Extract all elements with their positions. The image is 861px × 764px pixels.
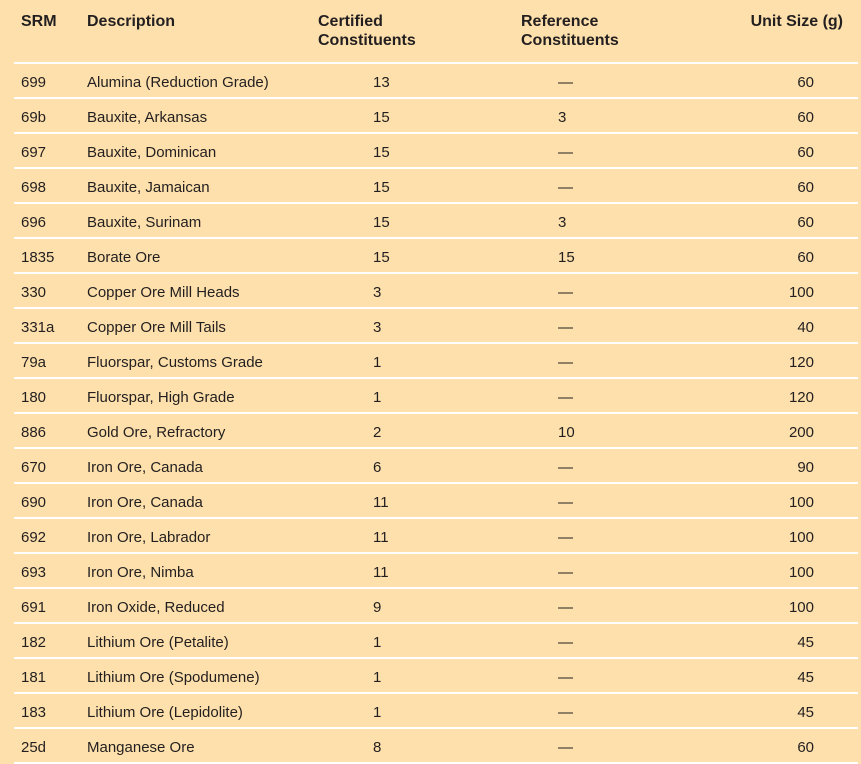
cell-unit-size: 100 (681, 518, 858, 553)
cell-certified: 1 (335, 693, 521, 728)
cell-reference: — (521, 623, 681, 658)
header-reference-constituents (521, 8, 681, 63)
cell-certified: 8 (335, 728, 521, 763)
table-row (14, 413, 858, 448)
header-reference-line2: Constituents (521, 32, 619, 49)
cell-unit-size: 200 (681, 413, 858, 448)
cell-srm: 698 (14, 168, 87, 203)
table-row (14, 308, 858, 343)
cell-reference: — (521, 658, 681, 693)
cell-reference: — (521, 588, 681, 623)
cell-description: Bauxite, Jamaican (87, 168, 335, 203)
cell-certified: 2 (335, 413, 521, 448)
cell-reference: 3 (521, 203, 681, 238)
cell-description: Iron Ore, Labrador (87, 518, 335, 553)
cell-certified: 6 (335, 448, 521, 483)
cell-reference: — (521, 483, 681, 518)
cell-unit-size: 60 (681, 63, 858, 98)
cell-srm: 690 (14, 483, 87, 518)
cell-description: Fluorspar, High Grade (87, 378, 335, 413)
cell-description: Iron Ore, Nimba (87, 553, 335, 588)
cell-srm: 670 (14, 448, 87, 483)
table-row (14, 63, 858, 98)
cell-unit-size: 100 (681, 483, 858, 518)
cell-certified: 15 (335, 168, 521, 203)
cell-certified: 15 (335, 238, 521, 273)
cell-unit-size: 60 (681, 728, 858, 763)
cell-certified: 3 (335, 308, 521, 343)
cell-description: Copper Ore Mill Heads (87, 273, 335, 308)
cell-reference: 3 (521, 98, 681, 133)
cell-srm: 692 (14, 518, 87, 553)
table-row (14, 553, 858, 588)
cell-description: Iron Oxide, Reduced (87, 588, 335, 623)
cell-unit-size: 90 (681, 448, 858, 483)
cell-unit-size: 100 (681, 273, 858, 308)
cell-certified: 11 (335, 518, 521, 553)
cell-reference: — (521, 273, 681, 308)
cell-reference: — (521, 448, 681, 483)
cell-srm: 79a (14, 343, 87, 378)
cell-description: Borate Ore (87, 238, 335, 273)
cell-srm: 330 (14, 273, 87, 308)
cell-reference: — (521, 693, 681, 728)
cell-reference: 10 (521, 413, 681, 448)
header-row (14, 8, 858, 63)
cell-unit-size: 100 (681, 553, 858, 588)
cell-unit-size: 60 (681, 133, 858, 168)
cell-srm: 180 (14, 378, 87, 413)
cell-certified: 1 (335, 623, 521, 658)
cell-srm: 331a (14, 308, 87, 343)
cell-description: Manganese Ore (87, 728, 335, 763)
cell-certified: 15 (335, 203, 521, 238)
cell-description: Bauxite, Arkansas (87, 98, 335, 133)
cell-description: Lithium Ore (Lepidolite) (87, 693, 335, 728)
cell-unit-size: 45 (681, 623, 858, 658)
cell-reference: — (521, 168, 681, 203)
table-row (14, 168, 858, 203)
table-row (14, 728, 858, 763)
header-certified-line2: Constituents (318, 32, 416, 49)
cell-description: Bauxite, Surinam (87, 203, 335, 238)
cell-certified: 11 (335, 483, 521, 518)
table-row (14, 448, 858, 483)
cell-reference: — (521, 378, 681, 413)
table-row (14, 238, 858, 273)
cell-certified: 3 (335, 273, 521, 308)
table-row (14, 483, 858, 518)
cell-unit-size: 120 (681, 378, 858, 413)
table-row (14, 203, 858, 238)
cell-reference: 15 (521, 238, 681, 273)
cell-certified: 1 (335, 378, 521, 413)
table-header (14, 8, 858, 63)
table-row (14, 343, 858, 378)
cell-srm: 696 (14, 203, 87, 238)
cell-description: Lithium Ore (Spodumene) (87, 658, 335, 693)
cell-description: Bauxite, Dominican (87, 133, 335, 168)
cell-srm: 1835 (14, 238, 87, 273)
cell-description: Gold Ore, Refractory (87, 413, 335, 448)
cell-certified: 9 (335, 588, 521, 623)
cell-reference: — (521, 518, 681, 553)
cell-srm: 69b (14, 98, 87, 133)
cell-certified: 13 (335, 63, 521, 98)
cell-unit-size: 60 (681, 98, 858, 133)
cell-description: Alumina (Reduction Grade) (87, 63, 335, 98)
header-unit-size: Unit Size (g) (681, 8, 858, 63)
cell-srm: 181 (14, 658, 87, 693)
cell-srm: 697 (14, 133, 87, 168)
cell-description: Lithium Ore (Petalite) (87, 623, 335, 658)
cell-reference: — (521, 343, 681, 378)
cell-reference: — (521, 728, 681, 763)
table-row (14, 378, 858, 413)
cell-srm: 886 (14, 413, 87, 448)
srm-table (14, 8, 858, 764)
header-description: Description (87, 8, 335, 63)
header-certified-constituents (318, 8, 521, 63)
cell-srm: 699 (14, 63, 87, 98)
table-row (14, 588, 858, 623)
cell-srm: 691 (14, 588, 87, 623)
cell-srm: 25d (14, 728, 87, 763)
cell-unit-size: 60 (681, 238, 858, 273)
table-row (14, 273, 858, 308)
table-row (14, 133, 858, 168)
cell-description: Fluorspar, Customs Grade (87, 343, 335, 378)
cell-certified: 15 (335, 133, 521, 168)
cell-reference: — (521, 133, 681, 168)
table-body (14, 63, 858, 763)
cell-description: Iron Ore, Canada (87, 483, 335, 518)
cell-unit-size: 40 (681, 308, 858, 343)
cell-description: Copper Ore Mill Tails (87, 308, 335, 343)
table-row (14, 658, 858, 693)
cell-certified: 1 (335, 343, 521, 378)
cell-unit-size: 60 (681, 203, 858, 238)
header-reference-line1: Reference (521, 13, 599, 30)
cell-description: Iron Ore, Canada (87, 448, 335, 483)
header-certified-line1: Certified (318, 13, 383, 30)
cell-srm: 693 (14, 553, 87, 588)
cell-reference: — (521, 553, 681, 588)
cell-unit-size: 60 (681, 168, 858, 203)
cell-unit-size: 45 (681, 658, 858, 693)
cell-unit-size: 45 (681, 693, 858, 728)
table-row (14, 518, 858, 553)
header-srm: SRM (14, 8, 87, 63)
cell-unit-size: 100 (681, 588, 858, 623)
table-row (14, 623, 858, 658)
cell-srm: 182 (14, 623, 87, 658)
cell-reference: — (521, 308, 681, 343)
cell-reference: — (521, 63, 681, 98)
table-row (14, 98, 858, 133)
cell-srm: 183 (14, 693, 87, 728)
cell-unit-size: 120 (681, 343, 858, 378)
cell-certified: 15 (335, 98, 521, 133)
table-row (14, 693, 858, 728)
cell-certified: 11 (335, 553, 521, 588)
cell-certified: 1 (335, 658, 521, 693)
